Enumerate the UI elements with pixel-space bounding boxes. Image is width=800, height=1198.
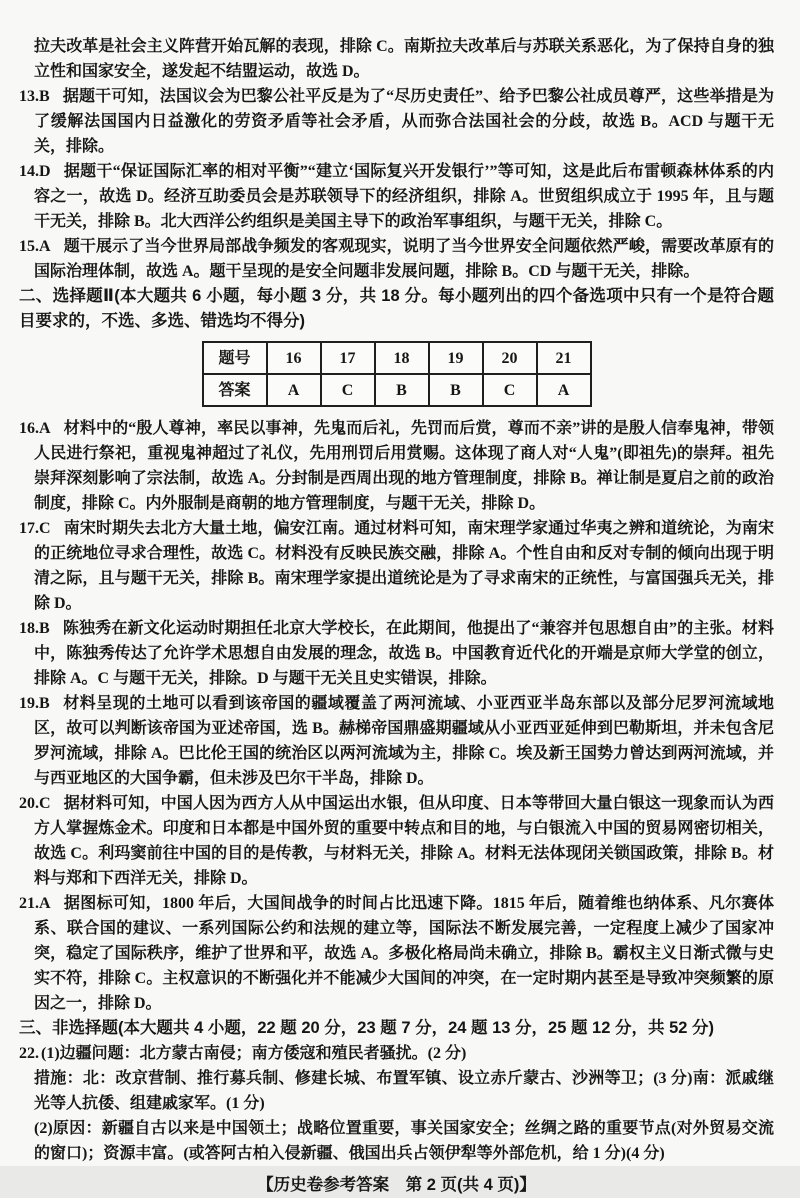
table-question-number: 17 <box>321 342 375 374</box>
question-14-number: 14.D <box>19 163 51 180</box>
table-answer: A <box>537 374 591 406</box>
table-label-question-number: 题号 <box>203 342 267 374</box>
answer-explanation-16 <box>19 416 774 516</box>
answer-explanation-14 <box>19 159 774 234</box>
question-19-text: 材料呈现的土地可以看到该帝国的疆域覆盖了两河流域、小亚西亚半岛东部以及部分尼罗河流域地区，故可以判断该帝国为亚述帝国，选 B。赫梯帝国鼎盛期疆域从小亚西亚延伸到巴勒斯坦，并未包含尼罗河流域，排除 A。巴比伦王国的统治区以两河流域为主，排除 C。埃及新王国势力曾达到两河流域，并与西亚地区的大国争霸，但未涉及巴尔干半岛，排除 D。 <box>34 695 774 787</box>
question-16-text: 材料中的“殷人尊神，率民以事神，先鬼而后礼，先罚而后赏，尊而不亲”讲的是殷人信奉鬼神，带领人民进行祭祀，重视鬼神超过了礼仪，先用刑罚后用赏赐。这体现了商人对“人鬼”(即祖先)的崇拜。祖先崇拜深刻影响了宗法制，故选 A。分封制是西周出现的地方管理制度，排除 B。禅让制是夏启之前的政治制度，排除 C。内外服制是商朝的地方管理制度，与题干无关，排除 D。 <box>34 420 774 512</box>
question-19-number: 19.B <box>19 695 50 712</box>
question-13-text: 据题干可知，法国议会为巴黎公社平反是为了“尽历史责任”、给予巴黎公社成员尊严，这些举措是为了缓解法国国内日益激化的劳资矛盾等社会矛盾，从而弥合法国社会的分歧，故选 B。ACD 与题干无关，排除。 <box>34 88 774 155</box>
table-row-answers <box>203 374 591 406</box>
question-14-text: 据题干“保证国际汇率的相对平衡”“建立‘国际复兴开发银行’”等可知，这是此后布雷顿森林体系的内容之一，故选 D。经济互助委员会是苏联领导下的经济组织，排除 A。世贸组织成立于 1995 年，且与题干无关，排除 B。北大西洋公约组织是美国主导下的政治军事组织，与题干无关，排除 C。 <box>34 163 774 230</box>
table-question-number: 21 <box>537 342 591 374</box>
question-20-number: 20.C <box>19 795 51 812</box>
answer-explanation-19 <box>19 691 774 791</box>
section3-heading: 三、非选择题(本大题共 4 小题，22 题 20 分，23 题 7 分，24 题 13 分，25 题 12 分，共 52 分) <box>19 1019 715 1037</box>
table-question-number: 18 <box>375 342 429 374</box>
question-15-number: 15.A <box>19 238 51 255</box>
table-row-question-numbers <box>203 342 591 374</box>
table-question-number: 19 <box>429 342 483 374</box>
answer-explanation-18 <box>19 616 774 691</box>
table-answer: B <box>375 374 429 406</box>
question-16-number: 16.A <box>19 420 51 437</box>
table-question-number: 20 <box>483 342 537 374</box>
question-21-text: 据图标可知，1800 年后，大国间战争的时间占比迅速下降。1815 年后，随着维也纳体系、凡尔赛体系、联合国的建议、一系列国际公约和法规的建立等，国际法不断发展完善，一定程度上减少了国家冲突，稳定了国际秩序，维护了世界和平，故选 A。多极化格局尚未确立，排除 B。霸权主义日渐式微与史实不符，排除 C。主权意识的不断强化并不能减少大国间的冲突，在一定时期内甚至是导致冲突频繁的原因之一，排除 D。 <box>34 895 774 1012</box>
answer-22-measures: 措施：北：改京营制、推行募兵制、修建长城、布置军镇、设立赤斤蒙古、沙洲等卫；(3 分)南：派戚继光等人抗倭、组建戚家军。(1 分) <box>34 1070 774 1112</box>
question-20-text: 据材料可知，中国人因为西方人从中国运出水银，但从印度、日本等带回大量白银这一现象而认为西方人掌握炼金术。印度和日本都是中国外贸的重要中转点和目的地，与白银流入中国的贸易网密切相关，故选 C。利玛窦前往中国的目的是传教，与材料无关，排除 A。材料无法体现闭关锁国政策，排除 B。材料与郑和下西洋无关，排除 D。 <box>34 795 774 887</box>
question-22-number: 22. <box>19 1045 39 1062</box>
table-answer: A <box>267 374 321 406</box>
table-question-number: 16 <box>267 342 321 374</box>
answer-22-part1 <box>19 1041 774 1066</box>
answer-22-part2: (2)原因：新疆自古以来是中国领土；战略位置重要，事关国家安全；丝绸之路的重要节点(对外贸易交流的窗口)；资源丰富。(或答阿古柏入侵新疆、俄国出兵占领伊犁等外部危机，给 1 分)(4 分) <box>34 1120 774 1162</box>
answer-explanation-continuation: 拉夫改革是社会主义阵营开始瓦解的表现，排除 C。南斯拉夫改革后与苏联关系恶化，为了保持自身的独立性和国家安全，遂发起不结盟运动，故选 D。 <box>34 38 774 80</box>
question-22-part1-text: (1)边疆问题：北方蒙古南侵；南方倭寇和殖民者骚扰。(2 分) <box>41 1045 467 1062</box>
answer-explanation-13 <box>19 84 774 159</box>
question-18-number: 18.B <box>19 620 50 637</box>
question-17-number: 17.C <box>19 520 51 537</box>
question-18-text: 陈独秀在新文化运动时期担任北京大学校长，在此期间，他提出了“兼容并包思想自由”的主张。材料中，陈独秀传达了允许学术思想自由发展的理念，故选 B。中国教育近代化的开端是京师大学堂的创立，排除 A。C 与题干无关，排除。D 与题干无关且史实错误，排除。 <box>34 620 774 687</box>
table-answer: C <box>483 374 537 406</box>
question-17-text: 南宋时期失去北方大量土地，偏安江南。通过材料可知，南宋理学家通过华夷之辨和道统论，为南宋的正统地位寻求合理性，故选 C。材料没有反映民族交融，排除 A。个性自由和反对专制的倾向出现于明清之际，且与题干无关，排除 B。南宋理学家提出道统论是为了寻求南宋的正统性，与富国强兵无关，排除 D。 <box>34 520 774 612</box>
question-13-number: 13.B <box>19 88 50 105</box>
answer-key-table <box>202 341 592 407</box>
answer-explanation-15 <box>19 234 774 284</box>
answer-explanation-21 <box>19 891 774 1016</box>
answer-explanation-20 <box>19 791 774 891</box>
answer-explanation-17 <box>19 516 774 616</box>
question-15-text: 题干展示了当今世界局部战争频发的客观现实，说明了当今世界安全问题依然严峻，需要改革原有的国际治理体制，故选 A。题干呈现的是安全问题非发展问题，排除 B。CD 与题干无关，排除。 <box>34 238 774 280</box>
table-answer: C <box>321 374 375 406</box>
question-21-number: 21.A <box>19 895 51 912</box>
section2-heading: 二、选择题Ⅱ(本大题共 6 小题，每小题 3 分，共 18 分。每小题列出的四个备选项中只有一个是符合题目要求的，不选、多选、错选均不得分) <box>19 287 774 330</box>
table-label-answer: 答案 <box>203 374 267 406</box>
page-footer: 【历史卷参考答案 第 2 页(共 4 页)】 <box>257 1176 536 1194</box>
table-answer: B <box>429 374 483 406</box>
